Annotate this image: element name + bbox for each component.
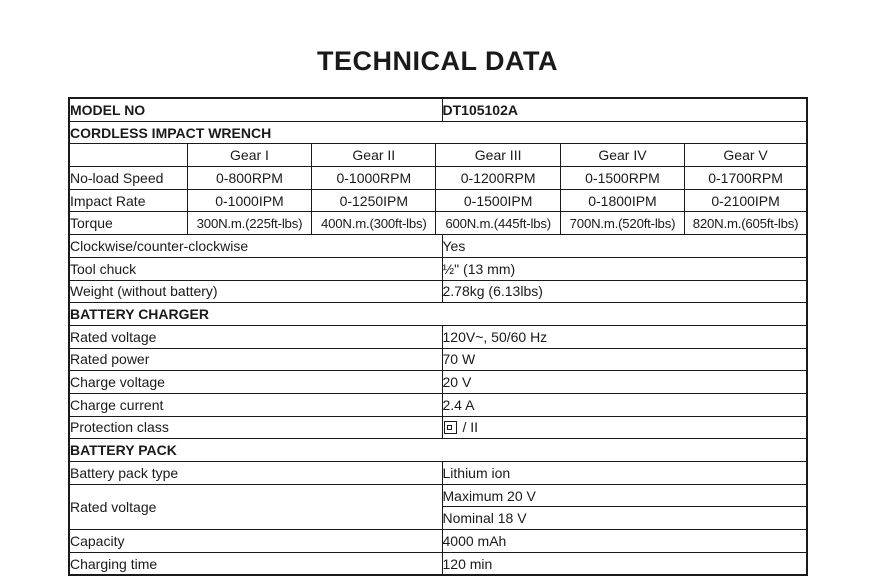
gear-value: 0-1500IPM [436, 189, 560, 212]
table-row-gear-header [69, 144, 807, 167]
row-label: Rated power [69, 348, 442, 371]
row-label: Clockwise/counter-clockwise [69, 235, 442, 258]
table-row-rated-voltage [69, 325, 807, 348]
table-row-weight [69, 280, 807, 303]
table-row-battery-rated-voltage [69, 484, 807, 507]
gear-value: 700N.m.(520ft-lbs) [560, 212, 684, 235]
section-header-cordless-impact-wrench: CORDLESS IMPACT WRENCH [69, 121, 807, 144]
gear-value: 0-1200RPM [436, 167, 560, 190]
gear-column-header: Gear IV [560, 144, 684, 167]
row-label: Charge voltage [69, 371, 442, 394]
technical-data-table [68, 97, 808, 576]
row-value: Nominal 18 V [442, 507, 807, 530]
row-label: Charging time [69, 552, 442, 575]
section-header-battery-pack: BATTERY PACK [69, 439, 807, 462]
row-value: ½" (13 mm) [442, 257, 807, 280]
row-label: Impact Rate [69, 189, 187, 212]
table-row-charge-current [69, 393, 807, 416]
table-row-tool-chuck [69, 257, 807, 280]
gear-value: 0-1000IPM [187, 189, 311, 212]
double-insulation-icon [444, 421, 457, 434]
row-label: No-load Speed [69, 167, 187, 190]
gear-value: 0-1500RPM [560, 167, 684, 190]
section-header-battery-charger: BATTERY CHARGER [69, 303, 807, 326]
gear-column-header: Gear V [685, 144, 807, 167]
gear-value: 0-1700RPM [685, 167, 807, 190]
row-value: Lithium ion [442, 462, 807, 485]
table-row-battery-pack-type [69, 462, 807, 485]
row-value: Yes [442, 235, 807, 258]
gear-column-header: Gear II [312, 144, 436, 167]
table-row-direction [69, 235, 807, 258]
gear-value: 0-1000RPM [312, 167, 436, 190]
gear-value: 820N.m.(605ft-lbs) [685, 212, 807, 235]
gear-value: 600N.m.(445ft-lbs) [436, 212, 560, 235]
row-label: Rated voltage [69, 325, 442, 348]
gear-header-spacer-cell [69, 144, 187, 167]
protection-class-value: / II [462, 419, 479, 436]
row-label: Weight (without battery) [69, 280, 442, 303]
table-row-capacity [69, 530, 807, 553]
row-value: Maximum 20 V [442, 484, 807, 507]
row-label: Capacity [69, 530, 442, 553]
table-row-section-wrench [69, 121, 807, 144]
row-label: Charge current [69, 393, 442, 416]
table-row-impact-rate [69, 189, 807, 212]
gear-value: 400N.m.(300ft-lbs) [312, 212, 436, 235]
row-value: 120 min [442, 552, 807, 575]
row-label: Protection class [69, 416, 442, 439]
table-row-charge-voltage [69, 371, 807, 394]
gear-value: 300N.m.(225ft-lbs) [187, 212, 311, 235]
row-value: 4000 mAh [442, 530, 807, 553]
row-value-protection [442, 416, 807, 439]
table-row-section-charger [69, 303, 807, 326]
row-value: 120V~, 50/60 Hz [442, 325, 807, 348]
row-label: Battery pack type [69, 462, 442, 485]
table-row-charging-time [69, 552, 807, 575]
row-label: Torque [69, 212, 187, 235]
row-value: 20 V [442, 371, 807, 394]
gear-value: 0-800RPM [187, 167, 311, 190]
gear-value: 0-2100IPM [685, 189, 807, 212]
table-row-rated-power [69, 348, 807, 371]
model-no-label: MODEL NO [69, 98, 442, 121]
row-value: 2.4 A [442, 393, 807, 416]
table-row-section-battery-pack [69, 439, 807, 462]
row-value: 2.78kg (6.13lbs) [442, 280, 807, 303]
gear-value: 0-1250IPM [312, 189, 436, 212]
table-row-no-load-speed [69, 167, 807, 190]
row-label: Rated voltage [69, 484, 442, 529]
row-value: 70 W [442, 348, 807, 371]
row-label: Tool chuck [69, 257, 442, 280]
page-title: TECHNICAL DATA [317, 46, 558, 76]
gear-value: 0-1800IPM [560, 189, 684, 212]
table-row-torque [69, 212, 807, 235]
table-row-model [69, 98, 807, 121]
gear-column-header: Gear I [187, 144, 311, 167]
table-row-protection-class [69, 416, 807, 439]
gear-column-header: Gear III [436, 144, 560, 167]
model-no-value: DT105102A [442, 98, 807, 121]
